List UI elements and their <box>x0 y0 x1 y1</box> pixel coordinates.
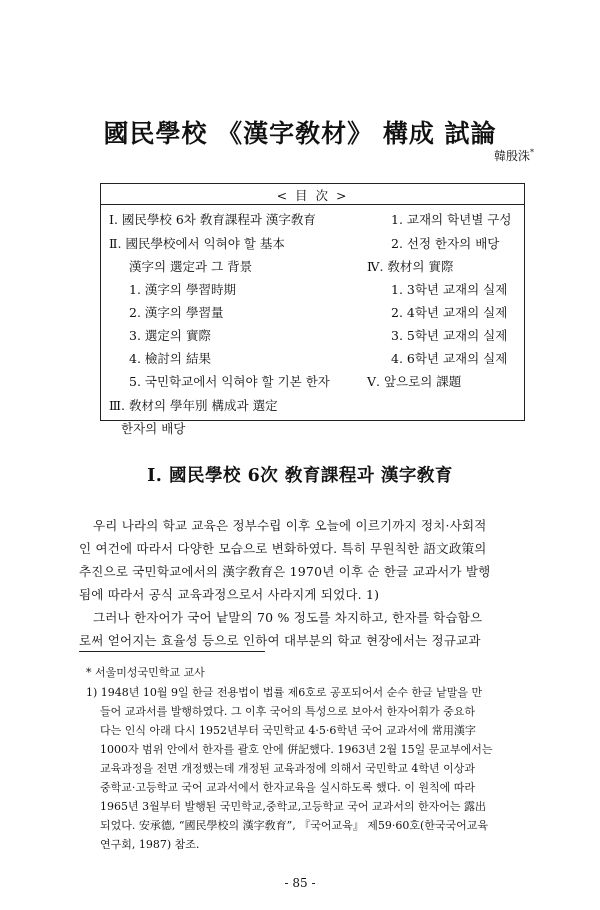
toc-item: Ⅲ. 敎材의 學年別 構成과 選定 <box>109 398 278 413</box>
author-name <box>494 147 534 164</box>
footnote-line: 들어 교과서를 발행하였다. 그 이후 국어의 특성으로 보아서 한자어휘가 중요하 <box>100 705 475 718</box>
footnote-line: 연구회, 1987) 참조. <box>100 838 200 851</box>
toc-item: 4. 檢討의 結果 <box>129 351 211 366</box>
toc-item: 한자의 배당 <box>121 421 186 436</box>
footnote-line: 1965년 3월부터 발행된 국민학교,중학교,고등학교 국어 교과서의 한자어는 露出 <box>100 800 486 813</box>
footnote-line: 교육과정을 전면 개정했는데 개정된 교육과정에 의해서 국민학교 4학년 이상과 <box>100 762 476 775</box>
toc-heading: < 目 次 > <box>276 188 349 203</box>
toc-item: 3. 選定의 實際 <box>129 328 211 343</box>
toc-item: 5. 국민학교에서 익혀야 할 기본 한자 <box>129 374 330 389</box>
author-footnote-mark: * <box>530 148 534 157</box>
footnote-line: 되었다. 安承德, “國民學校의 漢字敎育”, 『국어교육』 제59·60호(한국국어교육 <box>100 819 489 832</box>
author-name-text: 韓殷洙 <box>493 149 530 163</box>
toc-item: 漢字의 選定과 그 背景 <box>129 259 253 274</box>
body-line: 우리 나라의 학교 교육은 정부수립 이후 오늘에 이르기까지 정치·사회적 <box>93 518 487 533</box>
body-line: 그러나 한자어가 국어 낱말의 70 % 정도를 차지하고, 한자를 학습함으 <box>93 610 483 625</box>
toc-item: 2. 4학년 교재의 실제 <box>391 305 508 320</box>
footnote-divider <box>79 651 265 652</box>
body-line: 인 여건에 따라서 다양한 모습으로 변화하였다. 특히 무원칙한 語文政策의 <box>79 541 487 556</box>
toc-item: Ⅰ. 國民學校 6차 敎育課程과 漢字敎育 <box>109 212 316 227</box>
toc-divider <box>101 204 524 205</box>
table-of-contents <box>100 183 525 436</box>
toc-item: 1. 漢字의 學習時期 <box>129 282 236 297</box>
toc-item: 4. 6학년 교재의 실제 <box>391 351 508 366</box>
footnote-line: 1) 1948년 10월 9일 한글 전용법이 법률 제6호로 공포되어서 순수 한글 낱말을 만 <box>86 686 483 699</box>
toc-item: 1. 교재의 학년별 구성 <box>391 212 512 227</box>
body-line: 로써 얻어지는 효율성 등으로 인하여 대부분의 학교 현장에서는 정규교과 <box>79 633 481 648</box>
toc-item: 3. 5학년 교재의 실제 <box>391 328 508 343</box>
section-heading: Ⅰ. 國民學校 6次 敎育課程과 漢字敎育 <box>147 466 453 486</box>
page-number: - 85 - <box>284 876 316 890</box>
body-line: 됨에 따라서 공식 교육과정으로서 사라지게 되었다. 1) <box>79 587 380 602</box>
footnote-line: * 서울미성국민학교 교사 <box>86 666 205 679</box>
toc-item: Ⅱ. 國民學校에서 익혀야 할 基本 <box>109 236 285 251</box>
toc-item: 2. 선정 한자의 배당 <box>391 236 500 251</box>
page-title: 國民學校 《漢字敎材》 構成 試論 <box>103 119 497 148</box>
footnote-line: 다는 인식 아래 다시 1952년부터 국민학교 4·5·6학년 국어 교과서에 常用漢字 <box>100 724 476 737</box>
toc-item: 2. 漢字의 學習量 <box>129 305 224 320</box>
body-line: 추진으로 국민학교에서의 漢字敎育은 1970년 이후 순 한글 교과서가 발행 <box>79 564 491 579</box>
toc-item: Ⅳ. 敎材의 實際 <box>367 259 454 274</box>
footnote-line: 중학교·고등학교 국어 교과서에서 한자교육을 실시하도록 했다. 이 원칙에 따라 <box>100 781 475 794</box>
toc-item: 1. 3학년 교재의 실제 <box>391 282 508 297</box>
toc-item: Ⅴ. 앞으로의 課題 <box>367 374 462 389</box>
footnote-line: 1000자 범위 안에서 한자를 괄호 안에 倂記했다. 1963년 2월 15일 문교부에서는 <box>100 743 493 756</box>
